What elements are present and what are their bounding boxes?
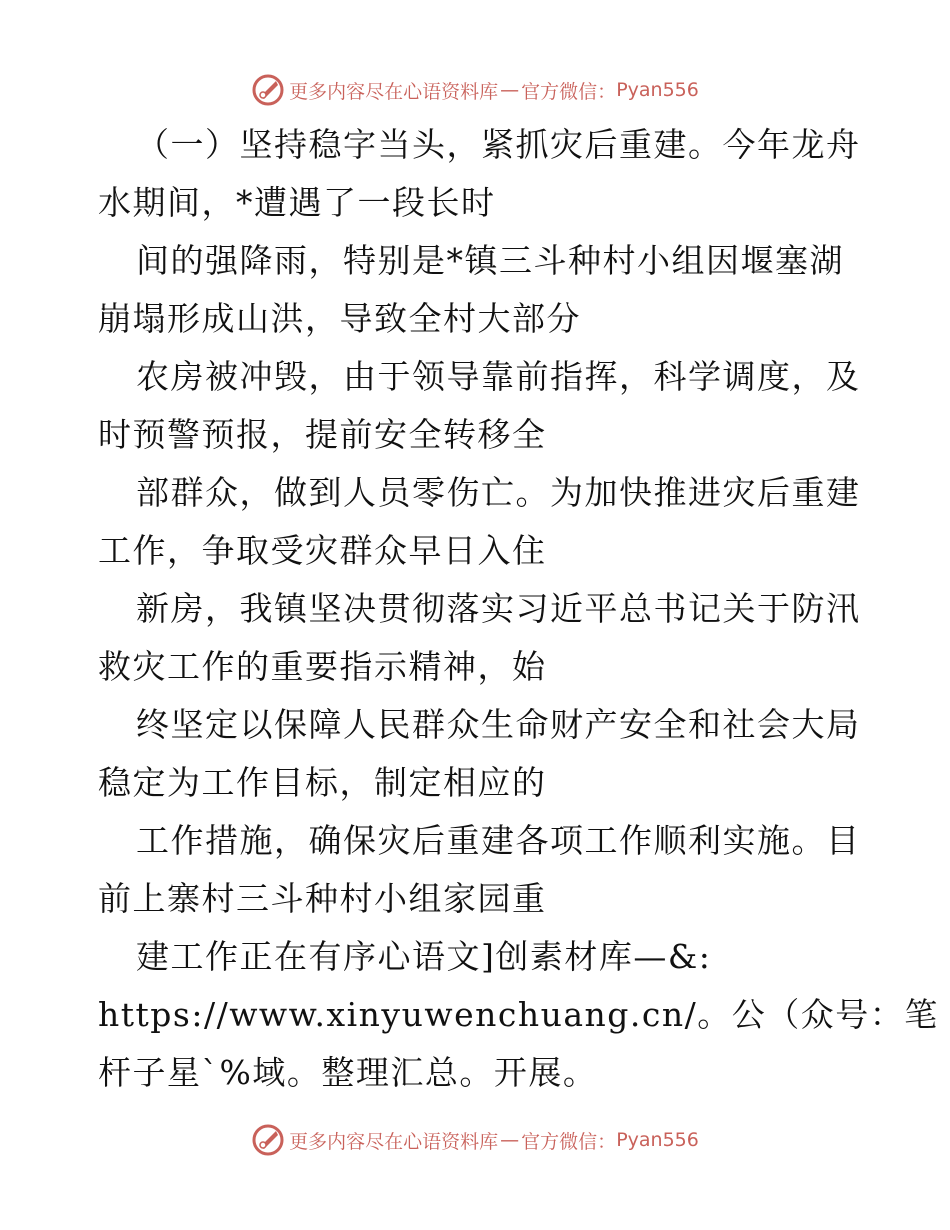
url-line: https://www.xinyuwenchuang.cn/。公（众号：笔 xyxy=(98,995,939,1034)
paragraph-line: 救灾工作的重要指示精神，始 xyxy=(98,647,547,686)
paragraph-line: 前上寨村三斗种村小组家园重 xyxy=(98,879,547,918)
banner-wechat-id: Pyan556 xyxy=(616,1129,699,1151)
paragraph-line: 部群众，做到人员零伤亡。为加快推进灾后重建 xyxy=(136,473,861,512)
banner-wechat-label: 官方微信： xyxy=(521,1130,617,1153)
paragraph-line: （一）坚持稳字当头，紧抓灾后重建。今年龙舟 xyxy=(136,125,861,164)
paragraph-line: 建工作正在有序心语文]创素材库—&: xyxy=(136,937,712,976)
brand-logo-icon xyxy=(251,73,285,107)
paragraph-line: 终坚定以保障人民群众生命财产安全和社会大局 xyxy=(136,705,861,744)
brand-logo-icon xyxy=(251,1123,285,1157)
paragraph-line: 工作措施，确保灾后重建各项工作顺利实施。目 xyxy=(136,821,861,860)
banner-separator: — xyxy=(500,1129,520,1151)
paragraph-line: 新房，我镇坚决贯彻落实习近平总书记关于防汛 xyxy=(136,589,861,628)
footer-watermark-banner xyxy=(0,1120,950,1160)
banner-wechat-id: Pyan556 xyxy=(616,79,699,101)
paragraph-line: 农房被冲毁，由于领导靠前指挥，科学调度，及 xyxy=(136,357,861,396)
paragraph-line: 杆子星`%域。整理汇总。开展。 xyxy=(98,1053,598,1092)
paragraph-line: 间的强降雨，特别是*镇三斗种村小组因堰塞湖 xyxy=(136,241,844,280)
document-body xyxy=(98,116,939,1102)
header-watermark-banner xyxy=(0,70,950,110)
banner-separator: — xyxy=(500,79,520,101)
paragraph-line: 稳定为工作目标，制定相应的 xyxy=(98,763,547,802)
banner-wechat-label: 官方微信： xyxy=(521,80,617,103)
paragraph-line: 工作，争取受灾群众早日入住 xyxy=(98,531,547,570)
paragraph-line: 时预警预报，提前安全转移全 xyxy=(98,415,547,454)
banner-text: 更多内容尽在心语资料库 xyxy=(289,1130,499,1153)
paragraph-line: 崩塌形成山洪，导致全村大部分 xyxy=(98,299,581,338)
paragraph-line: 水期间，*遭遇了一段长时 xyxy=(98,183,496,222)
banner-text: 更多内容尽在心语资料库 xyxy=(289,80,499,103)
